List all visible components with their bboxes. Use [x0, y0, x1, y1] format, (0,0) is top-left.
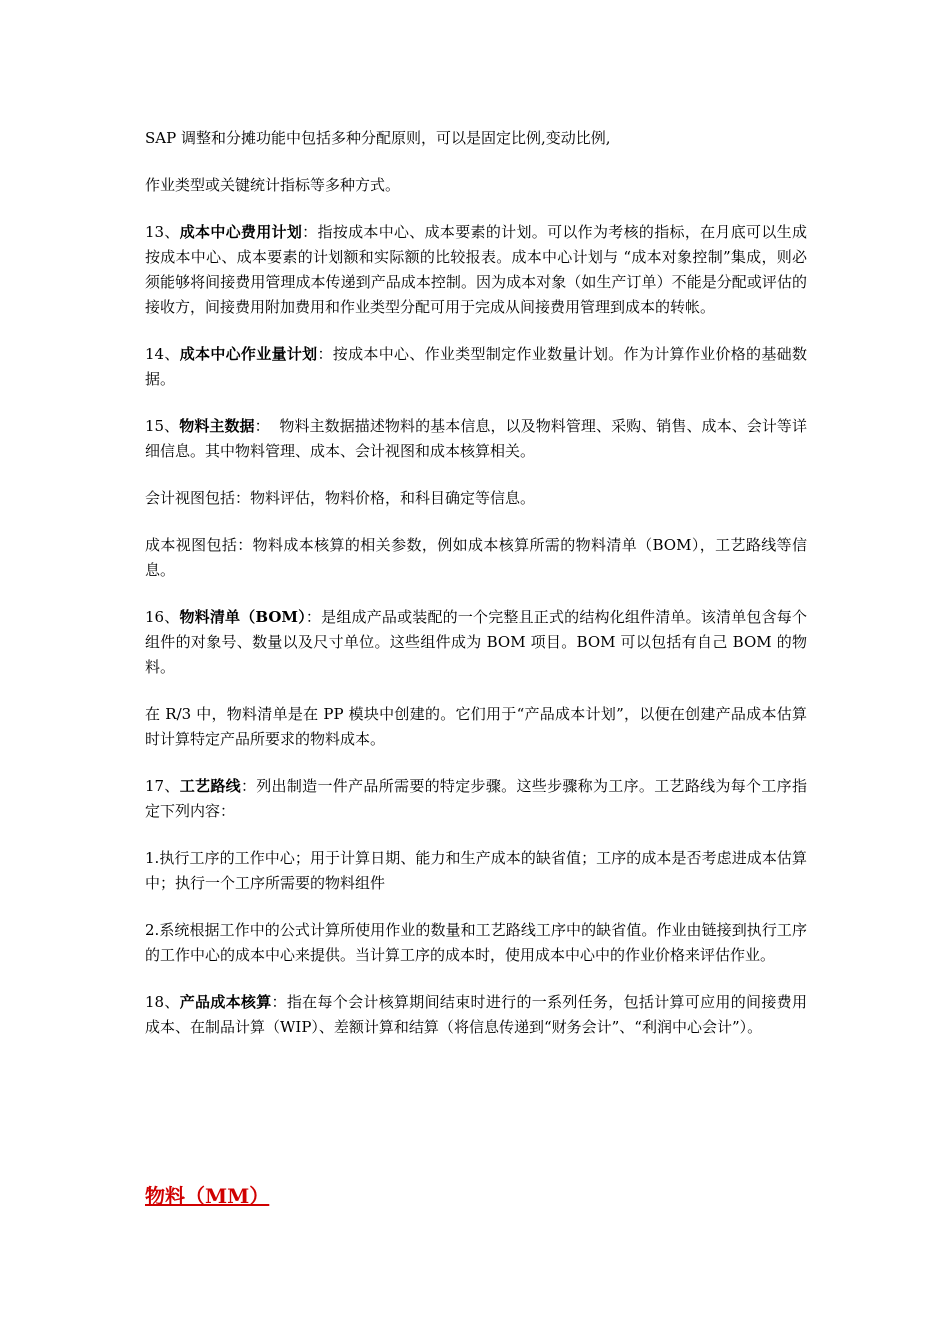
item-text: 指按成本中心、成本要素的计划。可以作为考核的指标，在月底可以生成按成本中心、成本要素的计划额和实际额的比较报表。成本中心计划与 “成本对象控制”集成，则必须能够将间接费用管理成本传递到产品成本控制。因为成本对象（如生产订单）不能是分配或评估的接收方，间接费用附加费用和作业类型分配可用于完成从间接费用管理到成本的转帐。: [145, 223, 807, 316]
paragraph-15: 15、物料主数据： 物料主数据描述物料的基本信息，以及物料管理、采购、销售、成本、会计等详细信息。其中物料管理、成本、会计视图和成本核算相关。: [145, 417, 807, 460]
item-term: 物料清单（BOM）: [179, 608, 306, 626]
item-text: 物料主数据描述物料的基本信息，以及物料管理、采购、销售、成本、会计等详细信息。其中物料管理、成本、会计视图和成本核算相关。: [145, 417, 807, 460]
item-text: 指在每个会计核算期间结束时进行的一系列任务，包括计算可应用的间接费用成本、在制品计算（WIP）、差额计算和结算（将信息传递到“财务会计”、“利润中心会计”）。: [145, 993, 807, 1036]
item-term: 工艺路线: [179, 777, 241, 795]
item-text: 是组成产品或装配的一个完整且正式的结构化组件清单。该清单包含每个组件的对象号、数量以及尺寸单位。这些组件成为 BOM 项目。BOM 可以包括有自己 BOM 的物料。: [145, 608, 807, 676]
item-number: 17、: [145, 777, 180, 795]
paragraph-routing-1: 1.执行工序的工作中心；用于计算日期、能力和生产成本的缺省值；工序的成本是否考虑进成本估算中；执行一个工序所需要的物料组件: [145, 849, 807, 892]
paragraph-14: 14、成本中心作业量计划：按成本中心、作业类型制定作业数量计划。作为计算作业价格的基础数据。: [145, 345, 807, 388]
paragraph-intro-2: 作业类型或关键统计指标等多种方式。: [145, 176, 401, 194]
item-number: 15、: [145, 417, 180, 435]
paragraph-costing-view: 成本视图包括：物料成本核算的相关参数，例如成本核算所需的物料清单（BOM），工艺路线等信息。: [145, 536, 807, 579]
item-term: 物料主数据: [179, 417, 255, 435]
item-number: 16、: [145, 608, 180, 626]
paragraph-13: 13、成本中心费用计划：指按成本中心、成本要素的计划。可以作为考核的指标，在月底可以生成按成本中心、成本要素的计划额和实际额的比较报表。成本中心计划与 “成本对象控制”集成，则必须能够将间接费用管理成本传递到产品成本控制。因为成本对象（如生产订单）不能是分配或评估的接收方，间接费用附加费用和作业类型分配可用于完成从间接费用管理到成本的转帐。: [145, 223, 807, 316]
item-number: 14、: [145, 345, 180, 363]
paragraph-17: 17、工艺路线：列出制造一件产品所需要的特定步骤。这些步骤称为工序。工艺路线为每个工序指定下列内容：: [145, 777, 807, 820]
item-text: 列出制造一件产品所需要的特定步骤。这些步骤称为工序。工艺路线为每个工序指定下列内容：: [145, 777, 807, 820]
paragraph-16: 16、物料清单（BOM）：是组成产品或装配的一个完整且正式的结构化组件清单。该清单包含每个组件的对象号、数量以及尺寸单位。这些组件成为 BOM 项目。BOM 可以包括有自己 BOM 的物料。: [145, 608, 807, 676]
item-term: 成本中心作业量计划: [179, 345, 318, 363]
item-number: 18、: [145, 993, 180, 1011]
paragraph-intro-1: SAP 调整和分摊功能中包括多种分配原则，可以是固定比例,变动比例,: [145, 129, 611, 147]
paragraph-18: 18、产品成本核算：指在每个会计核算期间结束时进行的一系列任务，包括计算可应用的间接费用成本、在制品计算（WIP）、差额计算和结算（将信息传递到“财务会计”、“利润中心会计”）。: [145, 993, 807, 1036]
item-term: 产品成本核算: [179, 993, 272, 1011]
section-heading-mm: 物料（MM）: [145, 1184, 270, 1208]
item-text: 按成本中心、作业类型制定作业数量计划。作为计算作业价格的基础数据。: [145, 345, 807, 388]
paragraph-routing-2: 2.系统根据工作中的公式计算所使用作业的数量和工艺路线工序中的缺省值。作业由链接到执行工序的工作中心的成本中心来提供。当计算工序的成本时，使用成本中心中的作业价格来评估作业。: [145, 921, 807, 964]
item-term: 成本中心费用计划: [179, 223, 303, 241]
item-number: 13、: [145, 223, 180, 241]
document-body: [145, 126, 807, 1062]
paragraph-accounting-view: 会计视图包括：物料评估，物料价格，和科目确定等信息。: [145, 489, 536, 507]
paragraph-r3-bom: 在 R/3 中，物料清单是在 PP 模块中创建的。它们用于“产品成本计划”，以便在创建产品成本估算时计算特定产品所要求的物料成本。: [145, 705, 807, 748]
